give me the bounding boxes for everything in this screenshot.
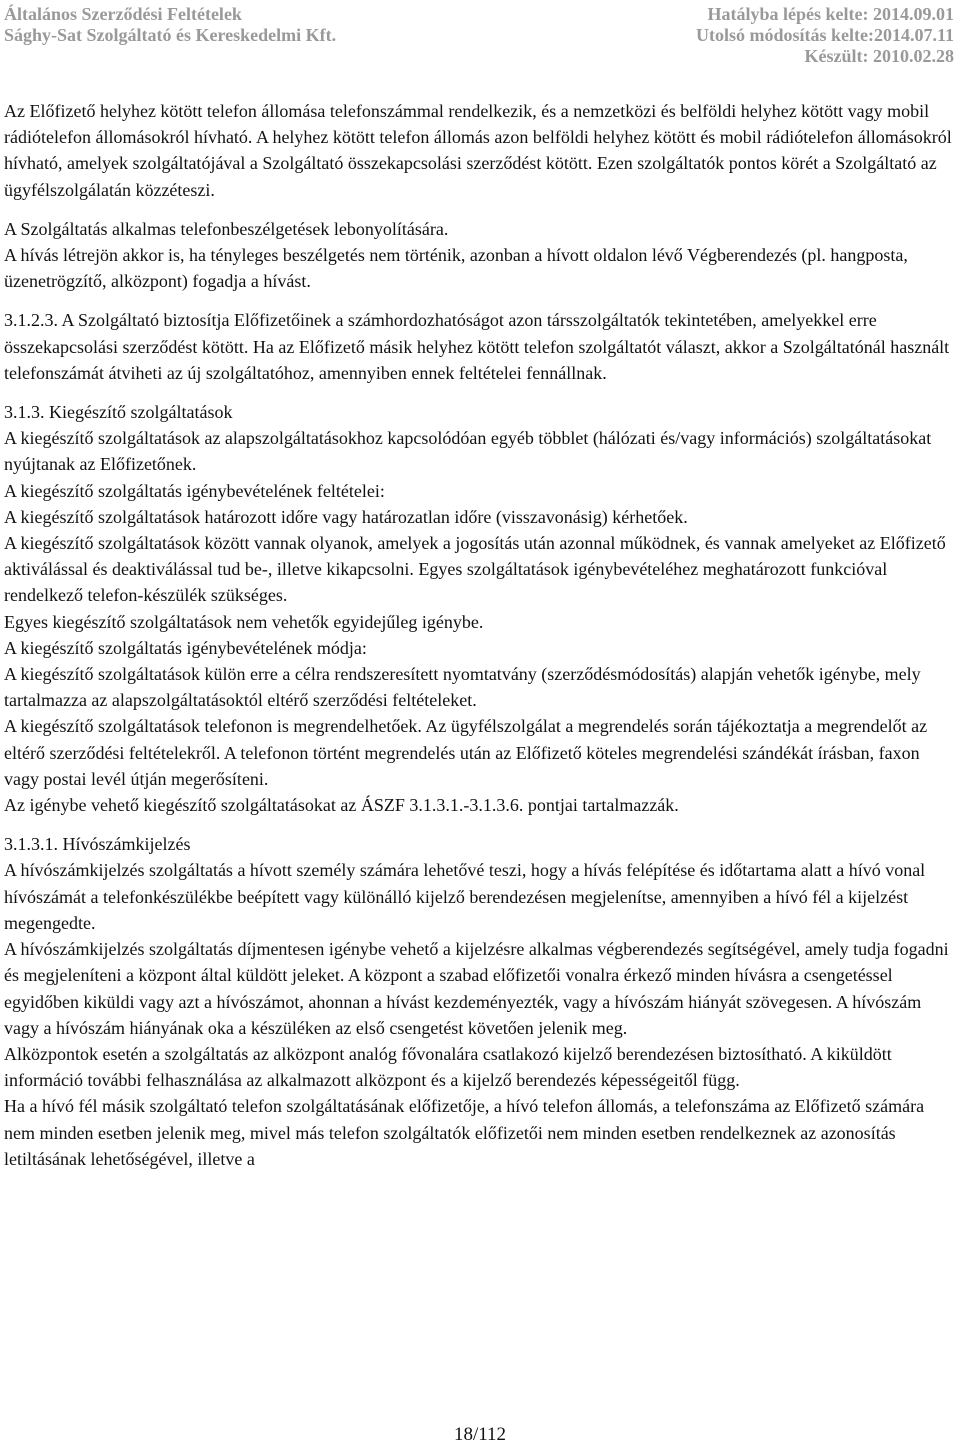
- paragraph: 3.1.2.3. A Szolgáltató biztosítja Előfizetőinek a számhordozhatóságot azon társszolgáltatók tekintetében, amelyekkel erre összekapcsolási szerződést kötött. Ha az Előfizető másik helyhez kötött telefon szolgáltatót választ, akkor a Szolgáltatónál használt telefonszámát átviheti az új szolgáltatóhoz, amennyiben ennek feltételei fennállnak.: [4, 310, 950, 383]
- paragraph: A kiegészítő szolgáltatás igénybevételének feltételei:: [4, 480, 385, 501]
- paragraph: A kiegészítő szolgáltatások telefonon is megrendelhetőek. Az ügyfélszolgálat a megrendelés során tájékoztatja a megrendelőt az eltérő szerződési feltételekről. A telefonon történt megrendelés után az Előfizető köteles megrendelési szándékát írásban, faxon vagy postai levél útján megerősíteni.: [4, 716, 928, 789]
- paragraph: Az Előfizető helyhez kötött telefon állomása telefonszámmal rendelkezik, és a nemzetközi és belföldi helyhez kötött vagy mobil rádiótelefon állomásokról hívható. A helyhez kötött telefon állomás azon belföldi helyhez kötött és mobil rádiótelefon állomásokról hívható, amelyek szolgáltatójával a Szolgáltató összekapcsolási szerződést kötött. Ezen szolgáltatók pontos körét a Szolgáltató az ügyfélszolgálatán közzéteszi.: [4, 101, 952, 200]
- paragraph: A kiegészítő szolgáltatások külön erre a célra rendszeresített nyomtatvány (szerződésmódosítás) alapján vehetők igénybe, mely tartalmazza az alapszolgáltatásoktól eltérő szerződési feltételeket.: [4, 664, 921, 711]
- paragraph-gap: [4, 294, 954, 307]
- page-header: [0, 0, 960, 72]
- header-left: [4, 4, 336, 46]
- header-left-line: Sághy-Sat Szolgáltató és Kereskedelmi Kft.: [4, 25, 337, 45]
- header-right-line: Utolsó módosítás kelte:2014.07.11: [696, 25, 954, 45]
- paragraph-gap: [4, 386, 954, 399]
- document-body: [4, 98, 954, 1172]
- paragraph: Alközpontok esetén a szolgáltatás az alközpont analóg fővonalára csatlakozó kijelző berendezésen biztosítható. A kiküldött információ további felhasználása az alkalmazott alközpont és a kijelző berendezés képességeitől függ.: [4, 1043, 892, 1091]
- paragraph: A kiegészítő szolgáltatások az alapszolgáltatásokhoz kapcsolódóan egyéb többlet (hálózati és/vagy információs) szolgáltatásokat nyújtanak az Előfizetőnek.: [4, 428, 932, 475]
- paragraph: Ha a hívó fél másik szolgáltató telefon szolgáltatásának előfizetője, a hívó telefon állomás, a telefonszáma az Előfizető számára nem minden esetben jelenik meg, mivel más telefon szolgáltatók előfizetői nem minden esetben rendelkeznek az azonosítás letiltásának lehetőségével, illetve a: [4, 1096, 925, 1169]
- paragraph: Az igénybe vehető kiegészítő szolgáltatásokat az ÁSZF 3.1.3.1.-3.1.3.6. pontjai tartalmazzák.: [4, 795, 679, 816]
- header-right-line: Hatályba lépés kelte: 2014.09.01: [707, 4, 954, 24]
- paragraph: 3.1.3.1. Hívószámkijelzés: [4, 834, 191, 855]
- page-number: 18/112: [453, 1424, 507, 1445]
- header-right-line: Készült: 2010.02.28: [804, 46, 954, 66]
- paragraph-gap: [4, 818, 954, 831]
- paragraph: A hívás létrejön akkor is, ha tényleges beszélgetés nem történik, azonban a hívott oldalon lévő Végberendezés (pl. hangposta, üzenetrögzítő, alközpont) fogadja a hívást.: [4, 245, 908, 292]
- paragraph: A kiegészítő szolgáltatások között vannak olyanok, amelyek a jogosítás után azonnal működnek, és vannak amelyeket az Előfizető aktiválással és deaktiválással tud be-, illetve kikapcsolni. Egyes szolgáltatások igénybevételéhez meghatározott funkcióval rendelkező telefon-készülék szükséges.: [4, 533, 946, 606]
- paragraph: A hívószámkijelzés szolgáltatás díjmentesen igénybe vehető a kijelzésre alkalmas végberendezés segítségével, amely tudja fogadni és megjeleníteni a központ által küldött jeleket. A központ a szabad előfizetői vonalra érkező minden hívásra a csengetéssel egyidőben kiküldi vagy azt a hívószámot, ahonnan a hívást kezdeményezték, vagy a hívószám hiányát szövegesen. A hívószám vagy a hívószám hiányának oka a készüléken az első csengetést követően jelenik meg.: [4, 939, 949, 1038]
- header-right: [696, 4, 954, 67]
- paragraph: Egyes kiegészítő szolgáltatások nem vehetők egyidejűleg igénybe.: [4, 611, 484, 632]
- paragraph: A kiegészítő szolgáltatás igénybevételének módja:: [4, 637, 367, 658]
- paragraph: A Szolgáltatás alkalmas telefonbeszélgetések lebonyolítására.: [4, 218, 449, 239]
- paragraph-gap: [4, 203, 954, 216]
- paragraph: 3.1.3. Kiegészítő szolgáltatások: [4, 402, 233, 423]
- header-left-line: Általános Szerződési Feltételek: [4, 4, 242, 24]
- paragraph: A kiegészítő szolgáltatások határozott időre vagy határozatlan időre (visszavonásig) kérhetőek.: [4, 506, 688, 527]
- paragraph: A hívószámkijelzés szolgáltatás a hívott személy számára lehetővé teszi, hogy a hívás felépítése és időtartama alatt a hívó vonal hívószámát a telefonkészülékbe beépített vagy különálló kijelző berendezésen megjelenítse, amennyiben a hívó fél a kijelzést megengedte.: [4, 860, 926, 933]
